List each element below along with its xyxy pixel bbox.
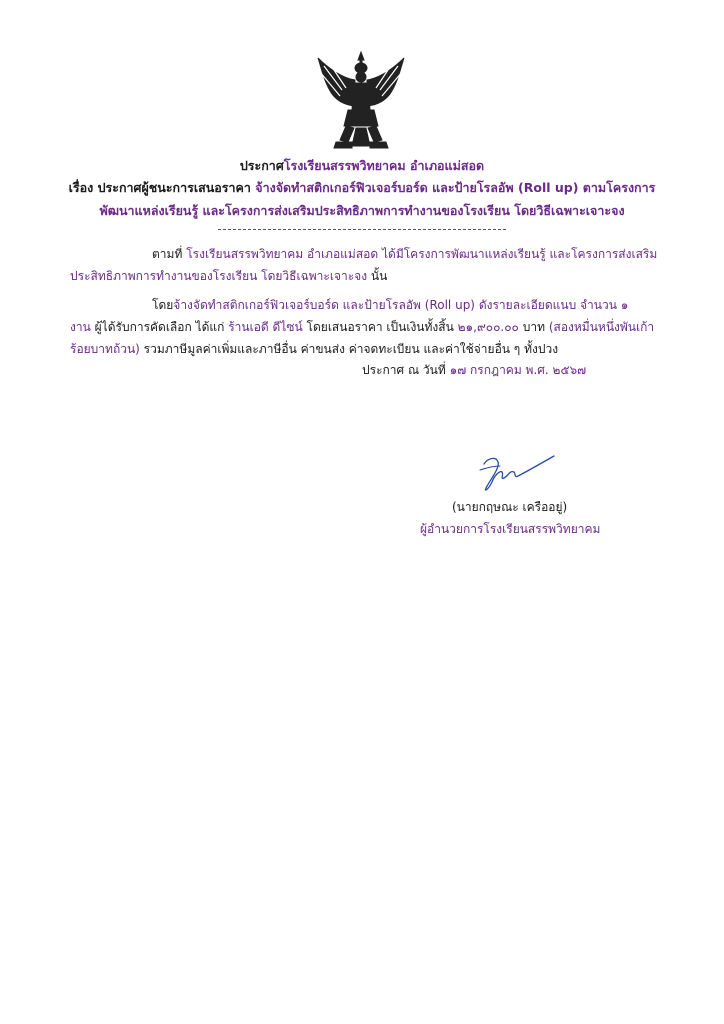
paragraph-2-line-3 <box>70 338 558 360</box>
announcement-date <box>362 361 586 380</box>
announcement-title <box>0 156 724 176</box>
para2-unit: งาน <box>70 320 91 334</box>
paragraph-2-line-2 <box>70 316 654 338</box>
garuda-emblem-icon <box>312 50 410 150</box>
district-name: อำเภอแม่สอด <box>410 158 485 173</box>
handwritten-signature-icon <box>470 450 560 494</box>
subject-item: จ้างจัดทำสติกเกอร์ฟิวเจอร์บอร์ด และป้ายโรลอัพ (Roll up) <box>255 180 579 195</box>
amount-words-end: ร้อยบาทถ้วน) <box>70 342 140 356</box>
para2-qty: ๑ <box>620 298 629 312</box>
signatory-name: (นายกฤษณะ เครืออยู่) <box>452 500 568 514</box>
subject-label: เรื่อง <box>68 180 94 195</box>
subject-prefix: ประกาศผู้ชนะการเสนอราคา <box>97 180 251 195</box>
para1-prefix: ตามที่ <box>152 247 183 261</box>
separator-line <box>218 229 506 230</box>
para2-rest-text: รวมภาษีมูลค่าเพิ่มและภาษีอื่น ค่าขนส่ง ค่าจดทะเบียน และค่าใช้จ่ายอื่น ๆ ทั้งปวง <box>143 342 559 356</box>
subject-middle: ตามโครงการ <box>582 180 656 195</box>
vendor-name: ร้านเอดี ดีไซน์ <box>228 320 303 334</box>
paragraph-1-line-1 <box>152 243 657 265</box>
para1-school: โรงเรียนสรรพวิทยาคม อำเภอแม่สอด <box>186 247 379 261</box>
amount-words-start: (สองหมื่นหนึ่งพันเก้า <box>548 320 655 334</box>
paragraph-1-line-2 <box>70 265 387 287</box>
para2-rest: ดังรายละเอียดแนบ จำนวน <box>478 298 617 312</box>
subject-line-1 <box>0 178 724 198</box>
signatory-position: ผู้อำนวยการโรงเรียนสรรพวิทยาคม <box>420 522 601 536</box>
para2-mid2: โดยเสนอราคา เป็นเงินทั้งสิ้น <box>306 320 454 334</box>
para1-rest: ได้มีโครงการพัฒนาแหล่งเรียนรู้ และโครงการส่งเสริม <box>381 247 658 261</box>
amount-value: ๒๑,๙๐๐.๐๐ <box>457 320 519 334</box>
para1-project: ประสิทธิภาพการทำงานของโรงเรียน โดยวิธีเฉพาะเจาะจง <box>70 269 368 283</box>
baht-label: บาท <box>522 320 545 334</box>
paragraph-2-line-1 <box>152 294 628 316</box>
date-label: ประกาศ ณ วันที่ <box>362 363 446 377</box>
para2-item: จ้างจัดทำสติกเกอร์ฟิวเจอร์บอร์ด และป้ายโรลอัพ (Roll up) <box>173 298 475 312</box>
para2-prefix: โดย <box>152 298 174 312</box>
title-prefix: ประกาศ <box>239 158 284 173</box>
para1-end: นั้น <box>370 269 388 283</box>
school-name: โรงเรียนสรรพวิทยาคม <box>283 158 406 173</box>
date-value: ๑๗ กรกฎาคม พ.ศ. ๒๕๖๗ <box>449 363 587 377</box>
subject-line-2: พัฒนาแหล่งเรียนรู้ และโครงการส่งเสริมประสิทธิภาพการทำงานของโรงเรียน โดยวิธีเฉพาะเจาะจง <box>99 203 625 218</box>
para2-mid: ผู้ได้รับการคัดเลือก ได้แก่ <box>94 320 225 334</box>
